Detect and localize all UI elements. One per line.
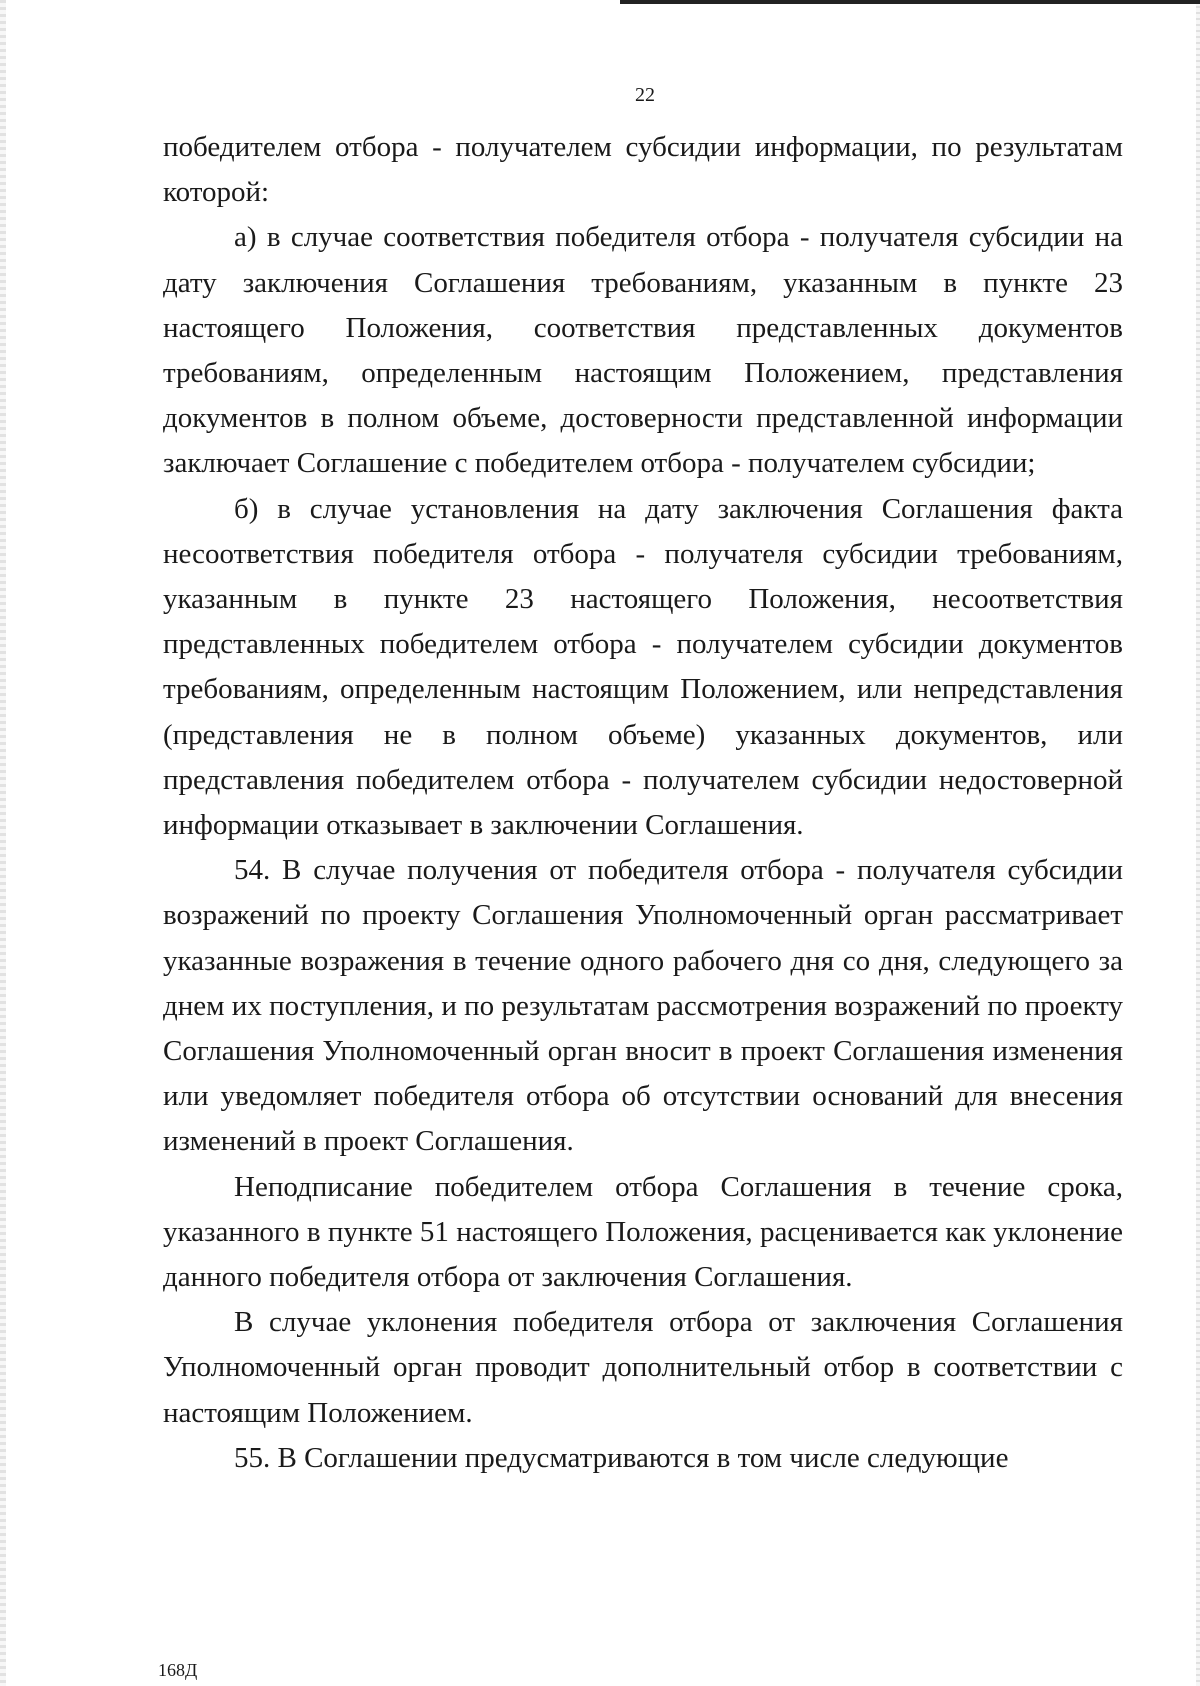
paragraph-non-signing: Неподписание победителем отбора Соглашения в течение срока, указанного в пункте 51 настоящего Положения, расценивается как уклонение данного победителя отбора от заключения Соглашения. xyxy=(163,1170,1123,1294)
document-body xyxy=(163,125,1123,1481)
paragraph-continuation: победителем отбора - получателем субсидии информации, по результатам которой: xyxy=(163,131,1123,209)
paragraph-clause-a: а) в случае соответствия победителя отбора - получателя субсидии на дату заключения Соглашения требованиям, указанным в пункте 23 настоящего Положения, соответствия представленных документов требованиям, определенным настоящим Положением, представления документов в полном объеме, достоверности представленной информации заключает Соглашение с победителем отбора - получателем субсидии; xyxy=(163,221,1123,480)
page-number: 22 xyxy=(635,84,655,106)
scan-right-edge xyxy=(1196,0,1200,1686)
top-rule xyxy=(620,0,1200,4)
scan-left-edge xyxy=(0,0,6,1686)
paragraph-clause-b: б) в случае установления на дату заключения Соглашения факта несоответствия победителя отбора - получателя субсидии требованиям, указанным в пункте 23 настоящего Положения, несоответствия представленных победителем отбора - получателем субсидии документов требованиям, определенным настоящим Положением, или непредставления (представления не в полном объеме) указанных документов, или представления победителем отбора - получателем субсидии недостоверной информации отказывает в заключении Соглашения. xyxy=(163,492,1123,842)
paragraph-evasion: В случае уклонения победителя отбора от заключения Соглашения Уполномоченный орган проводит дополнительный отбор в соответствии с настоящим Положением. xyxy=(163,1306,1123,1429)
document-code: 168Д xyxy=(158,1660,198,1680)
paragraph-item-54: 54. В случае получения от победителя отбора - получателя субсидии возражений по проекту Соглашения Уполномоченный орган рассматривает указанные возражения в течение одного рабочего дня со дня, следующего за днем их поступления, и по результатам рассмотрения возражений по проекту Соглашения Уполномоченный орган вносит в проект Соглашения изменения или уведомляет победителя отбора об отсутствии оснований для внесения изменений в проект Соглашения. xyxy=(163,854,1123,1158)
paragraph-item-55: 55. В Соглашении предусматриваются в том числе следующие xyxy=(234,1441,1009,1474)
